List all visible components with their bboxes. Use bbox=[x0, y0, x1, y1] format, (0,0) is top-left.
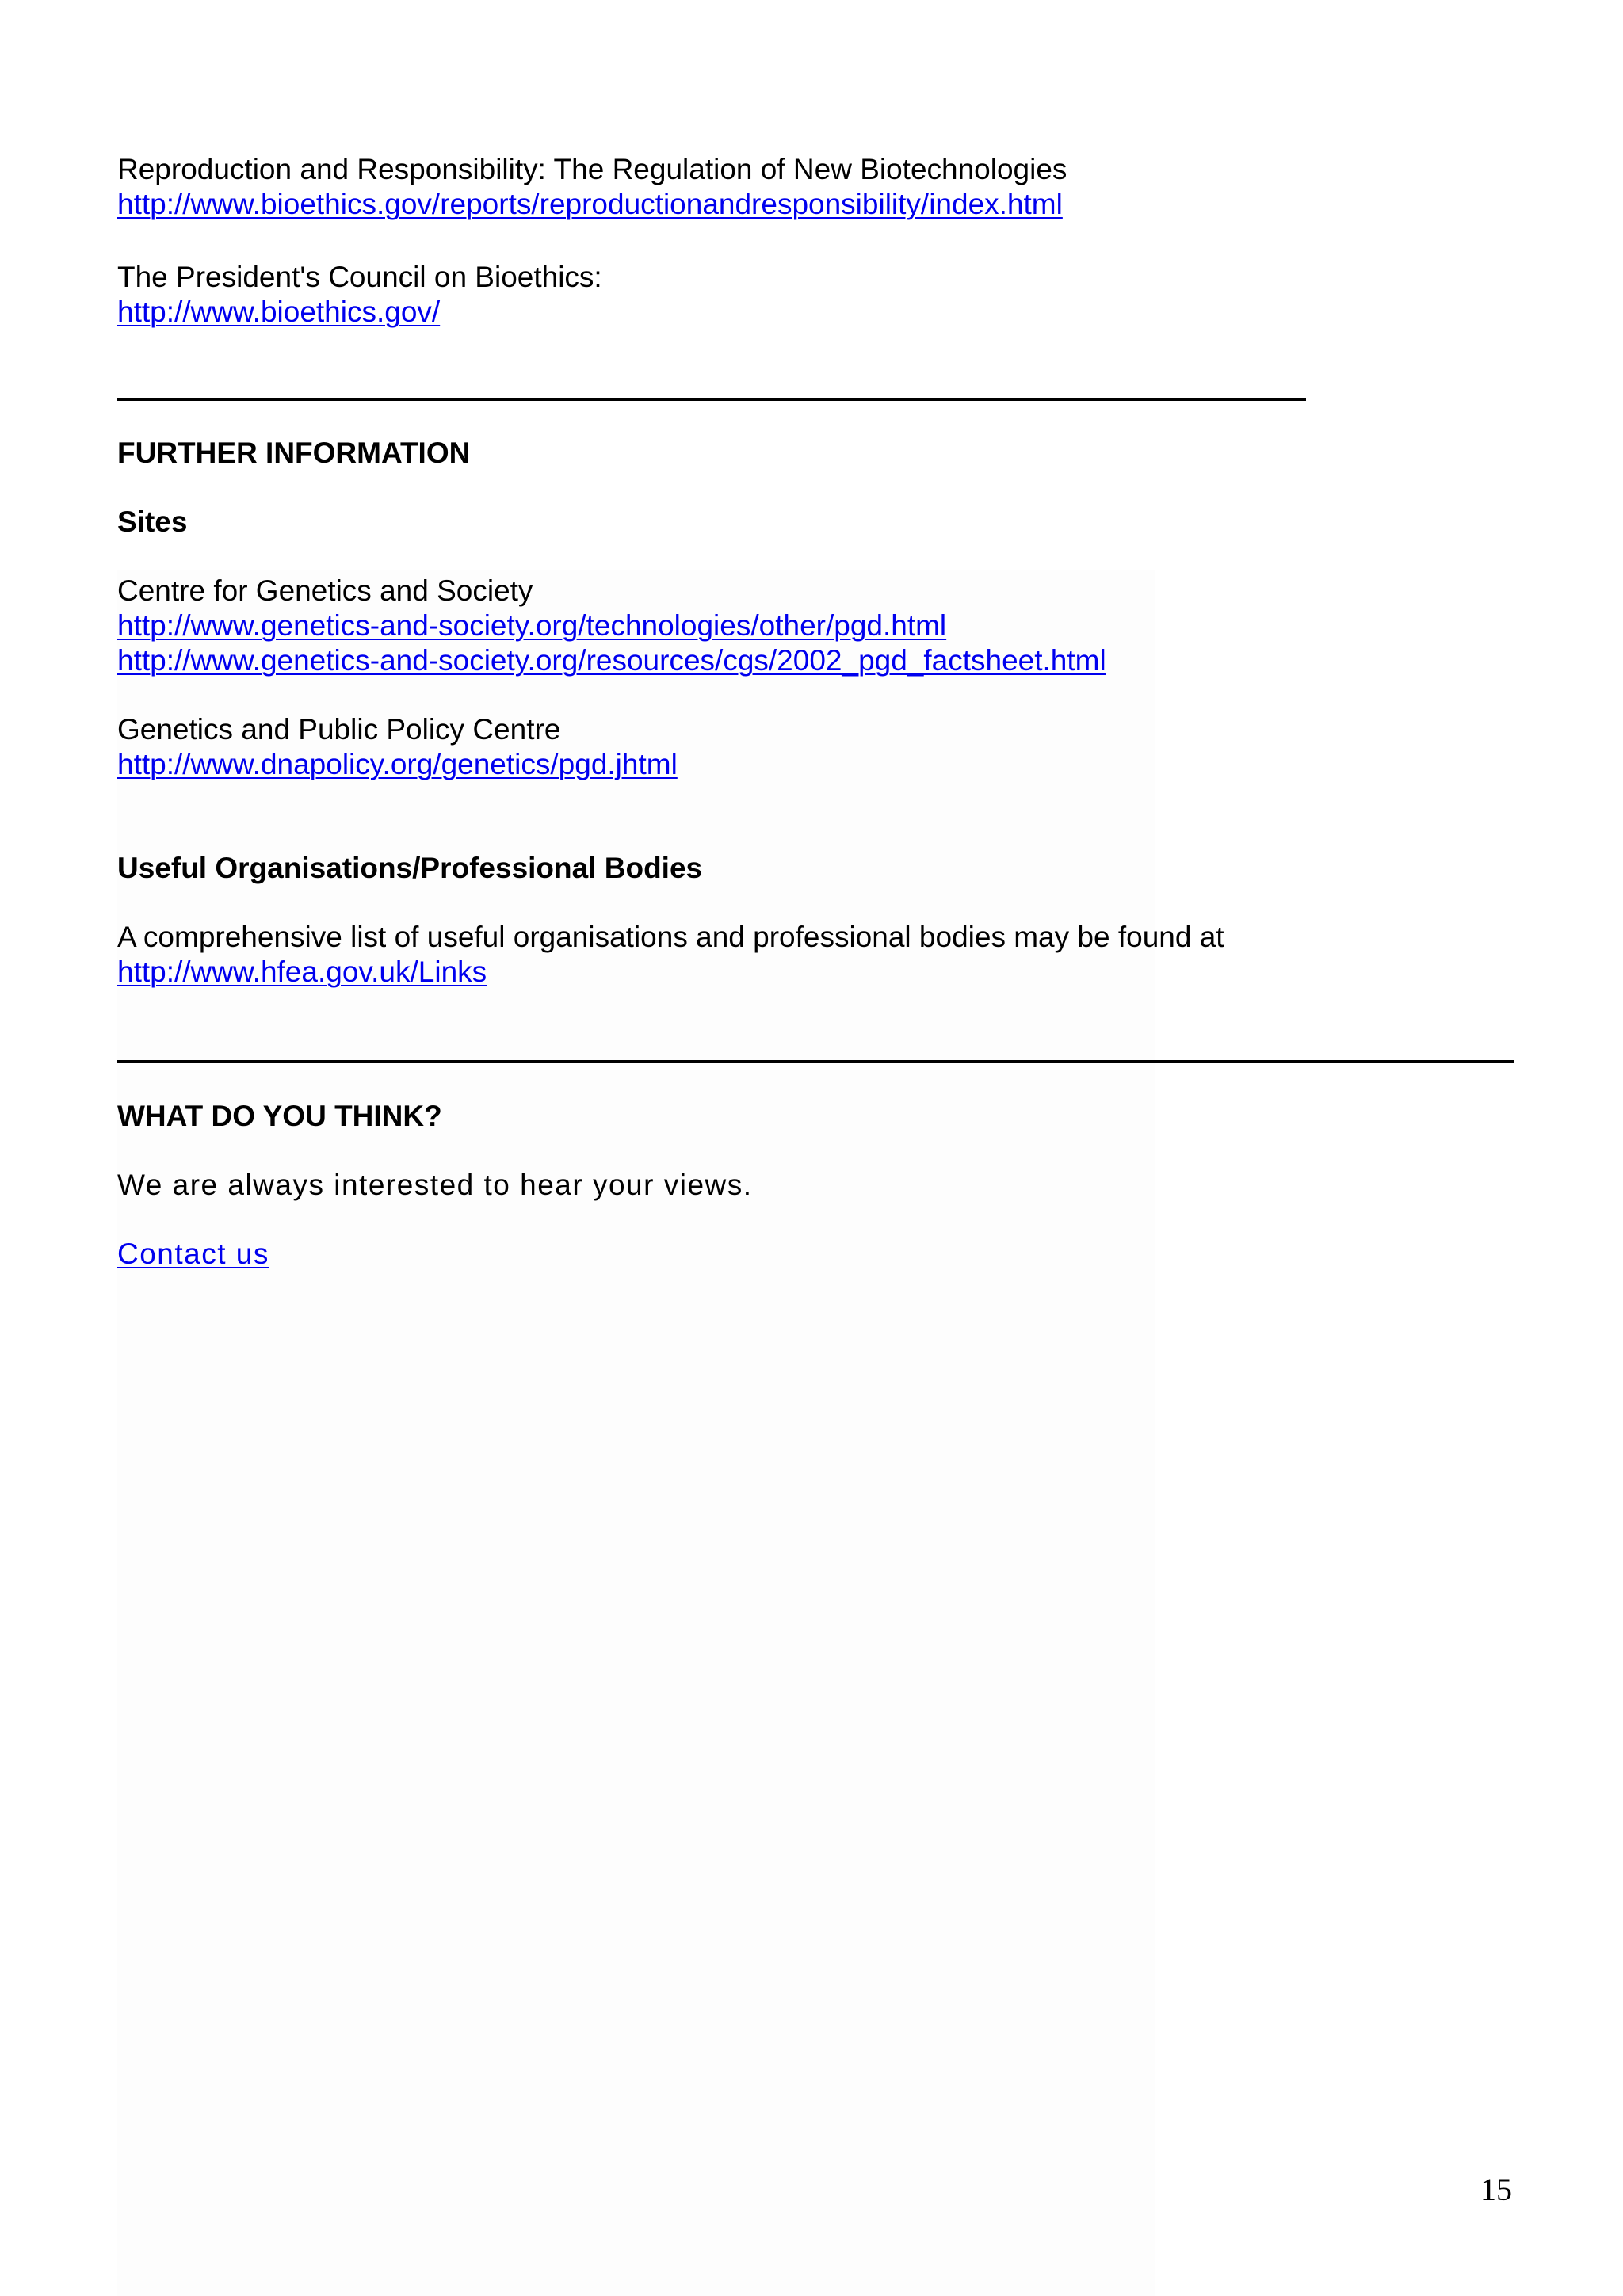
reference-link[interactable]: http://www.bioethics.gov/ bbox=[117, 296, 441, 328]
site-link[interactable]: http://www.genetics-and-society.org/technologies/other/pgd.html bbox=[117, 609, 947, 642]
subheading-sites: Sites bbox=[117, 505, 188, 538]
section-divider bbox=[117, 398, 1306, 401]
organisations-entry bbox=[117, 920, 1224, 990]
site-entry bbox=[117, 712, 678, 782]
section-divider bbox=[117, 1060, 1514, 1063]
page-number: 15 bbox=[1480, 2172, 1512, 2207]
section-heading-feedback: WHAT DO YOU THINK? bbox=[117, 1100, 442, 1132]
contact-block bbox=[117, 1237, 269, 1272]
feedback-message: We are always interested to hear your views. bbox=[117, 1169, 753, 1201]
site-name: Centre for Genetics and Society bbox=[117, 574, 533, 607]
reference-link[interactable]: http://www.bioethics.gov/reports/reproductionandresponsibility/index.html bbox=[117, 188, 1063, 220]
contact-us-link[interactable]: Contact us bbox=[117, 1238, 269, 1270]
site-name: Genetics and Public Policy Centre bbox=[117, 713, 561, 746]
reference-entry bbox=[117, 152, 1067, 222]
reference-entry bbox=[117, 260, 602, 330]
site-link[interactable]: http://www.dnapolicy.org/genetics/pgd.jhtml bbox=[117, 748, 678, 780]
organisations-text: A comprehensive list of useful organisations and professional bodies may be found at bbox=[117, 921, 1224, 953]
background-panel bbox=[117, 570, 1155, 2296]
subheading-organisations: Useful Organisations/Professional Bodies bbox=[117, 852, 703, 884]
organisations-link[interactable]: http://www.hfea.gov.uk/Links bbox=[117, 955, 487, 988]
reference-title: The President's Council on Bioethics: bbox=[117, 261, 602, 293]
site-entry bbox=[117, 574, 1106, 678]
section-heading-further-information: FURTHER INFORMATION bbox=[117, 437, 471, 469]
site-link[interactable]: http://www.genetics-and-society.org/resources/cgs/2002_pgd_factsheet.html bbox=[117, 644, 1106, 677]
reference-title: Reproduction and Responsibility: The Regulation of New Biotechnologies bbox=[117, 153, 1067, 185]
feedback-text bbox=[117, 1168, 753, 1203]
